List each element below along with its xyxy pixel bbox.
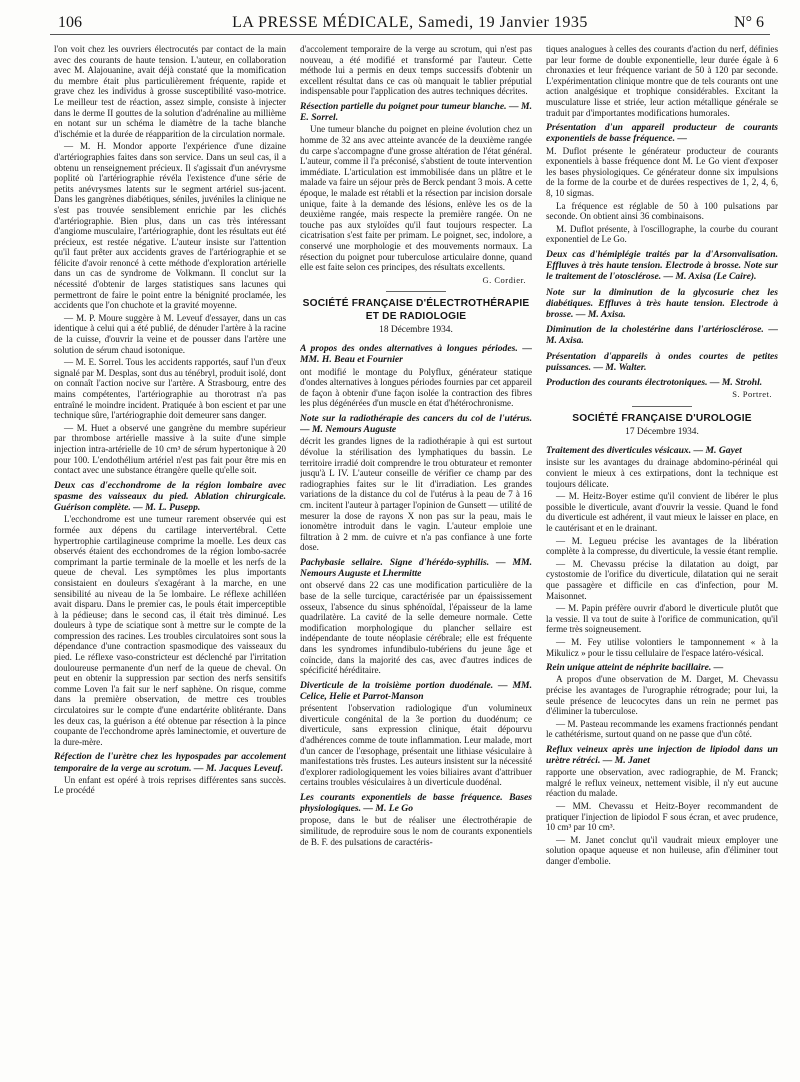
section-heading: Réfection de l'urètre chez les hypospades par accolement temporaire de la verge au scrotum. — M. Jacques Leveuf.: [54, 751, 286, 774]
section-heading: Présentation d'appareils à ondes courtes de petites puissances. — M. Walter.: [546, 350, 778, 373]
paragraph: présentent l'observation radiologique d'un volumineux diverticule congénital de la 3e portion du duodénum; ce diverticule, sans expression clinique, était dépourvu d'adhérences comme de toute inflammation. Leur malade, mort d'un cancer de l'œsophage, présentait une lithiase vésiculaire à manifestations très frustes. Les auteurs insistent sur la nécessité d'explorer radiologiquement les voies biliaires avant d'attribuer certains troubles vésiculaires à un diverticule duodénal.: [300, 703, 532, 788]
section-heading: A propos des ondes alternatives à longues périodes. — MM. H. Beau et Fournier: [300, 343, 532, 366]
section-heading: Diminution de la cholestérine dans l'artériosclérose. — M. Axisa.: [546, 324, 778, 347]
paragraph: — M. Legueu précise les avantages de la libération complète à la compresse, du diverticule, la vessie étant remplie.: [546, 535, 778, 557]
paragraph: La fréquence est réglable de 50 à 100 pulsations par seconde. On obtient ainsi 36 combinaisons.: [546, 200, 778, 222]
paragraph: M. Duflot présente, à l'oscillographe, la courbe du courant exponentiel de Le Go.: [546, 223, 778, 245]
section-heading: Deux cas d'ecchondrome de la région lombaire avec spasme des vaisseaux du pied. Ablation chirurgicale. Guérison complète. — M. L. Pusepp.: [54, 479, 286, 514]
divider: [386, 291, 446, 292]
column-2: [300, 44, 532, 1070]
paragraph: rapporte une observation, avec radiographie, de M. Franck; malgré le reflux veineux, nettement visible, il n'y eut aucune réaction du malade.: [546, 767, 778, 799]
paragraph: — M. P. Moure suggère à M. Leveuf d'essayer, dans un cas identique à celui qui a été publié, de dénuder l'artère à la racine de la cuisse, d'ouvrir la veine et de pousser dans l'artère une solution de sérum chaud isotonique.: [54, 312, 286, 355]
paragraph: — M. E. Sorrel. Tous les accidents rapportés, sauf l'un d'eux signalé par M. Desplas, sont dus au ténébryl, produit isolé, dont on connaît l'action nocive sur l'artère. A Strasbourg, entre des mains compétentes, l'artériographie au thorotrast n'a pas entraîné le moindre incident. Pratiquée à bon escient et par une technique sûre, l'artériographie doit demeurer sans danger.: [54, 357, 286, 421]
section-heading: Production des courants électrotoniques. — M. Strohl.: [546, 376, 763, 388]
issue-number: N° 6: [734, 14, 764, 31]
society-heading: SOCIÉTÉ FRANÇAISE D'UROLOGIE: [572, 412, 752, 424]
page-number: 106: [58, 14, 82, 31]
paragraph: Une tumeur blanche du poignet en pleine évolution chez un homme de 32 ans avec atteinte avancée de la deuxième rangée du carpe s'accompagne d'une grosse altération de l'état général. L'auteur, comme il l'a préconisé, s'abstient de toute intervention immédiate. L'articulation est immobilisée dans un plâtre et le malade va faire un séjour près de Berck pendant 3 mois. A cette époque, le malade est rétabli et la résection par incision dorsale unique, faite à la demande des lésions, enlève les os de la deuxième rangée, mais respecte la première rangée. On ne touche pas aux styloïdes qu'il faut toujours respecter. La cicatrisation s'est faite per primam. Le poignet, sec, indolore, a conservé une morphologie et des mouvements normaux. La résection du poignet pour tuberculose articulaire donne, quand elle est faite selon ces principes, des résultats excellents.: [300, 124, 532, 273]
paragraph: — M. Huet a observé une gangrène du membre supérieur par thrombose artérielle massive à la suite d'une simple injection intra-artérielle de 10 cm³ de sérum hypertonique à 20 pour 100. L'endothélium artériel n'est pas fait pour être mis en contact avec une substance étrangère quelle qu'elle soit.: [54, 422, 286, 476]
paragraph: — M. Janet conclut qu'il vaudrait mieux employer une solution opaque aqueuse et non huileuse, afin d'éliminer tout danger d'embolie.: [546, 834, 778, 867]
paragraph: M. Duflot présente le générateur producteur de courants exponentiels à basse fréquence dont M. Le Go vient d'exposer les bases physiologiques. Ce générateur donne six impulsions de la forme de la courbe et de durées respectives de 1, 2, 4, 6, 8, 10 sigmas.: [546, 145, 778, 198]
column-3: [546, 44, 778, 1070]
paragraph: — M. Fey utilise volontiers le tamponnement « à la Mikulicz » pour le tissu cellulaire de l'espace latéro-vésical.: [546, 636, 778, 658]
section-heading: Note sur la radiothérapie des cancers du col de l'utérus. — M. Nemours Auguste: [300, 413, 532, 436]
paragraph: — M. Papin préfère ouvrir d'abord le diverticule plutôt que la vessie. Il va tout de suite à l'orifice de communication, qu'il ferme très soigneusement.: [546, 603, 778, 635]
paragraph: tiques analogues à celles des courants d'action du nerf, définies par leur forme de double exponentielle, leur durée égale à 6 chronaxies et leur fréquence variant de 50 à 120 par seconde. L'expérimentation clinique montre que de tels courants ont une action analgésique et trophique considérables. Excitant la musculature lisse et striée, leur action métallique générale se traduit par d'importantes modifications humorales.: [546, 44, 778, 118]
section-heading: Rein unique atteint de néphrite bacillaire. —: [546, 662, 724, 674]
paragraph: A propos d'une observation de M. Darget, M. Chevassu précise les avantages de l'urographie rétrograde; pour lui, la seule présence de leucocytes dans un rein ne permet pas d'éliminer la tuberculose.: [546, 674, 778, 717]
section-heading: Diverticule de la troisième portion duodénale. — MM. Celice, Helie et Parrot-Manson: [300, 679, 532, 702]
society-heading: SOCIÉTÉ FRANÇAISE D'ÉLECTROTHÉRAPIE ET DE RADIOLOGIE: [302, 298, 530, 322]
journal-title: LA PRESSE MÉDICALE, Samedi, 19 Janvier 1935: [232, 14, 588, 31]
paragraph: insiste sur les avantages du drainage abdomino-périnéal qui convient le mieux à ces extirpations, dont la technique est toujours délicate.: [546, 457, 778, 489]
paragraph: propose, dans le but de réaliser une électrothérapie de similitude, de reproduire sous le nom de courants exponentiels de B. F. des pulsations de caractéris-: [300, 815, 532, 847]
divider: [632, 406, 692, 407]
paragraph: ont modifié le montage du Polyflux, générateur statique d'ondes alternatives à longues périodes fournies par cet appareil de façon à obtenir d'une façon isolée la contraction des fibres les plus dégénérées d'un muscle en état d'hétérochronisme.: [300, 366, 532, 409]
paragraph: — MM. Chevassu et Heitz-Boyer recommandent de pratiquer l'injection de lipiodol F sous écran, et avec prudence, 10 cm³ par 10 cm³.: [546, 801, 778, 833]
section-heading: Traitement des diverticules vésicaux. — M. Gayet: [546, 445, 742, 457]
paragraph: ont observé dans 22 cas une modification particulière de la base de la selle turcique, caractérisée par un épaississement osseux, l'absence du sinus sphénoïdal, l'épaisseur de la lame quadrilatère. La cavité de la selle demeure normale. Cette modification morphologique du plancher sellaire est indépendante de toute néoplasie cérébrale; elle est fréquente dans les syndromes infundibulo-tubériens du jeune âge et coïncide, dans la majorité des cas, avec d'autres indices de spécificité héréditaire.: [300, 580, 532, 676]
article-columns: [54, 44, 778, 1070]
paragraph: l'on voit chez les ouvriers électrocutés par contact de la main avec des courants de haute tension. L'auteur, en collaboration avec M. Alajouanine, avait déjà constaté que la momification du membre était plus particulièrement fréquente, rapide et grave chez les individus à grosse susceptibilité vaso-motrice. Le meilleur test de réaction, assez simple, consiste à injecter dans le derme II gouttes de la solution d'adrénaline au millième en notant sur un schéma le diamètre de la tache blanche d'ischémie et la durée de réapparition de la circulation normale.: [54, 44, 286, 139]
section-heading: Note sur la diminution de la glycosurie chez les diabétiques. Effluves à très haute tension. Electrode à brosse. — M. Axisa.: [546, 286, 778, 320]
paragraph: décrit les grandes lignes de la radiothérapie à qui est surtout dévolue la stérilisation des lymphatiques du bassin. Le territoire irradié doit comprendre le trou obturateur et remonter jusqu'à L IV. L'auteur conseille de vérifier ce champ par des radiographies faites sur le lit d'irradiation. Les grandes variations de la distance du col de l'utérus à la peau de 7 à 16 cm. incitent l'auteur à partager l'opinion de Gunsett — utilité de mesurer la dose de rayons X non pas sur la peau, mais le ionomètre introduit dans le vagin. L'auteur emploie une filtration à 2 mm. de cuivre et n'a pas confiance à une forte dose.: [300, 436, 532, 553]
paragraph: Un enfant est opéré à trois reprises différentes sans succès. Le procédé: [54, 774, 286, 796]
session-date: 18 Décembre 1934.: [379, 325, 453, 336]
section-heading: Résection partielle du poignet pour tumeur blanche. — M. E. Sorrel.: [300, 100, 532, 124]
section-heading: Les courants exponentiels de basse fréquence. Bases physiologiques. — M. Le Go: [300, 791, 532, 815]
paragraph: L'ecchondrome est une tumeur rarement observée qui est formée aux dépens du cartilage intervertébral. Cette hypertrophie cartilagineuse comprime la moelle. Les deux cas observés étaient des ecchondromes de la région lombo-sacrée comprimant la partie terminale de la moelle et les nerfs de la queue de cheval. Les symptômes les plus importants consistaient en douleurs s'exagérant à la marche, en une sensibilité au niveau de la 5e lombaire. Le réflexe achilléen avait disparu. Dans le premier cas, le pouls était imperceptible à la pédieuse; dans le second cas, il était très diminué. Les douleurs à type de sciatique sont à mettre sur le compte de la compression des racines. Les troubles circulatoires sont sous la dépendance d'une contraction spasmodique des vaisseaux du pied. Le réflexe vaso-constricteur est déclenché par l'irritation douloureuse permanente d'un nerf de la queue de cheval. On peut en obtenir la suppression par section des nerfs sensitifs comme Loven l'a fait sur le nerf saphène. On risque, comme dans la première observation, de mettre ces troubles circulatoires sur le compte d'une endartérite oblitérante. Dans les deux cas, la guérison a été obtenue par résection à la pince coupante de l'ecchondrome après laminectomie, et ouverture de la dure-mère.: [54, 514, 286, 747]
section-heading: Deux cas d'hémiplégie traités par la d'Arsonvalisation. Effluves à très haute tension. Electrode à brosse. Note sur le traitement de l'otosclérose. — M. Axisa (Le Caire).: [546, 248, 778, 283]
paragraph: — M. Heitz-Boyer estime qu'il convient de libérer le plus possible le diverticule, avant d'ouvrir la vessie. Quand le fond du diverticule est adhérent, il vaut mieux le laisser en place, en le cautérisant et en le drainant.: [546, 491, 778, 533]
paragraph: d'accolement temporaire de la verge au scrotum, qui n'est pas nouveau, a été modifié et transformé par l'auteur. Cette méthode lui a permis en deux temps successifs d'obtenir un excellent résultat dans ce cas où manquait le tablier préputial indispensable pour l'application des autres techniques décrites.: [300, 44, 532, 97]
signature: G. Cordier.: [482, 274, 526, 285]
paragraph: — M. H. Mondor apporte l'expérience d'une dizaine d'artériographies faites dans son service. Dans un seul cas, il a obtenu un renseignement précieux. Il s'agissait d'un anévrysme poplité où l'artériographie révéla l'existence d'une série de petits anévrysmes latents sur le segment artériel sus-jacent. Dans les gangrènes diabétiques, séniles, juvéniles la clinique ne s'est pas trouvée sensiblement enrichie par les clichés d'artériographie. Bien plus, dans un cas très intéressant d'angiome musculaire, l'artériographie, dont les résultats eut été précieux, est restée négative. L'auteur insiste sur l'attention qu'il faut prêter aux accidents graves de l'artériographie et se félicite d'avoir renoncé à cette méthode d'exploration artérielle dans un cas de syndrome de Volkmann. Il conclut sur la nécessité d'obtenir de larges statistiques sans lacunes qui permettront de faire le point entre la bénignité proclamée, les accidents que l'on chuchote et la gravité moyenne.: [54, 141, 286, 311]
signature: S. Portret.: [732, 389, 772, 400]
section-heading: Présentation d'un appareil producteur de courants exponentiels de basse fréquence. —: [546, 122, 778, 145]
session-date: 17 Décembre 1934.: [625, 427, 699, 438]
section-heading: Pachybasie sellaire. Signe d'hérédo-syphilis. — MM. Nemours Auguste et Lhermitte: [300, 557, 532, 580]
section-heading: Reflux veineux après une injection de lipiodol dans un urètre rétréci. — M. Janet: [546, 743, 778, 767]
paragraph: — M. Pasteau recommande les examens fractionnés pendant le cathétérisme, surtout quand on ne passe que d'un côté.: [546, 718, 778, 740]
page-header: [50, 12, 770, 35]
paragraph: — M. Chevassu précise la dilatation au doigt, par cystostomie de l'orifice du diverticule, dilatation qui ne serait que passagère et difficile en cas d'infection, pour M. Maisonnet.: [546, 558, 778, 601]
column-1: [54, 44, 286, 1070]
